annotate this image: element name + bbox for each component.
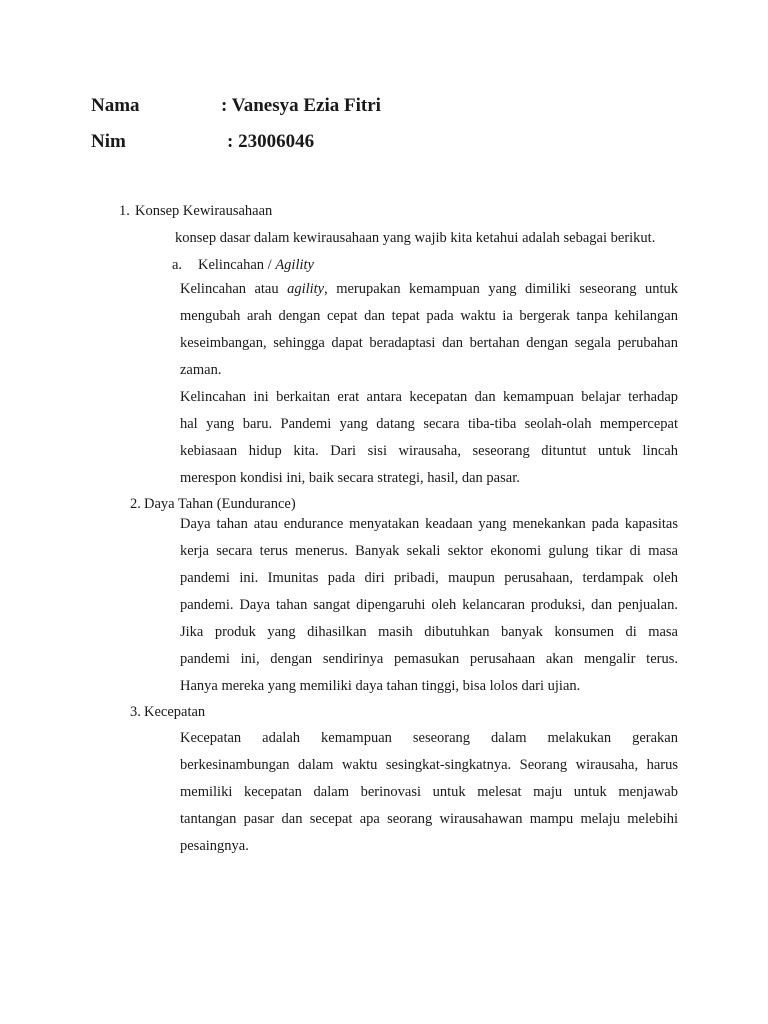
text-span: Kelincahan atau <box>180 281 288 297</box>
section-3-heading: Kecepatan <box>144 704 206 720</box>
paragraph-line: Kecepatan adalah kemampuan seseorang dalam melakukan gerakan <box>180 730 678 746</box>
paragraph-line: berkesinambungan dalam waktu sesingkat-singkatnya. Seorang wirausaha, harus <box>180 757 678 773</box>
section-3-number: 3. <box>130 704 141 720</box>
paragraph-line: zaman. <box>180 362 222 378</box>
name-label: Nama <box>91 95 140 116</box>
subsection-a-heading-italic: Agility <box>275 257 314 273</box>
section-1-paragraph-2 <box>180 384 678 492</box>
paragraph-line <box>180 276 678 303</box>
section-1-intro: konsep dasar dalam kewirausahaan yang wajib kita ketahui adalah sebagai berikut. <box>175 230 656 246</box>
section-2-number: 2. <box>130 496 141 512</box>
section-2-paragraph <box>180 511 678 700</box>
paragraph-line: mengubah arah dengan cepat dan tepat pada waktu ia bergerak tanpa kehilangan <box>180 308 678 324</box>
subsection-a-letter: a. <box>172 257 183 273</box>
nim-value: : 23006046 <box>227 131 315 152</box>
paragraph-line: kebiasaan hidup kita. Dari sisi wirausaha, seseorang dituntut untuk lincah <box>180 443 678 459</box>
subsection-a-heading: Kelincahan / <box>198 257 276 273</box>
paragraph-line: Daya tahan atau endurance menyatakan keadaan yang menekankan pada kapasitas <box>180 516 678 532</box>
paragraph-line: keseimbangan, sehingga dapat beradaptasi dan bertahan dengan segala perubahan <box>180 335 678 351</box>
subsection-a-title <box>172 255 314 275</box>
section-1-number: 1. <box>119 203 130 219</box>
paragraph-line: Kelincahan ini berkaitan erat antara kecepatan dan kemampuan belajar terhadap <box>180 389 678 405</box>
paragraph-line: pandemi ini, dengan sendirinya pemasukan perusahaan akan mengalir terus. <box>180 651 678 667</box>
paragraph-line: Jika produk yang dihasilkan masih dibutuhkan banyak konsumen di masa <box>180 624 678 640</box>
paragraph-line: merespon kondisi ini, baik secara strategi, hasil, dan pasar. <box>180 470 520 486</box>
text-span: , merupakan kemampuan yang dimiliki seseorang untuk <box>324 281 678 297</box>
paragraph-line: hal yang baru. Pandemi yang datang secara tiba-tiba seolah-olah mempercepat <box>180 416 678 432</box>
paragraph-line: Hanya mereka yang memiliki daya tahan tinggi, bisa lolos dari ujian. <box>180 678 581 694</box>
paragraph-line: pandemi. Daya tahan sangat dipengaruhi oleh kelancaran produksi, dan penjualan. <box>180 597 678 613</box>
section-1-title <box>119 201 272 221</box>
section-3-paragraph <box>180 725 678 860</box>
section-1-heading: Konsep Kewirausahaan <box>135 203 273 219</box>
paragraph-line: pandemi ini. Imunitas pada diri pribadi, maupun perusahaan, terdampak oleh <box>180 570 678 586</box>
section-3-title <box>130 702 205 722</box>
section-1-paragraph-1 <box>180 276 678 384</box>
section-2-heading: Daya Tahan (Eundurance) <box>144 496 296 512</box>
paragraph-line: tantangan pasar dan secepat apa seorang wirausahawan mampu melaju melebihi <box>180 811 678 827</box>
paragraph-line: memiliki kecepatan dalam berinovasi untuk melesat maju untuk menjawab <box>180 784 678 800</box>
name-value: : Vanesya Ezia Fitri <box>221 95 381 116</box>
text-span-italic: agility <box>287 281 325 297</box>
paragraph-line: pesaingnya. <box>180 838 249 854</box>
paragraph-line: kerja secara terus menerus. Banyak sekali sektor ekonomi gulung tikar di masa <box>180 543 678 559</box>
nim-label: Nim <box>91 131 126 152</box>
